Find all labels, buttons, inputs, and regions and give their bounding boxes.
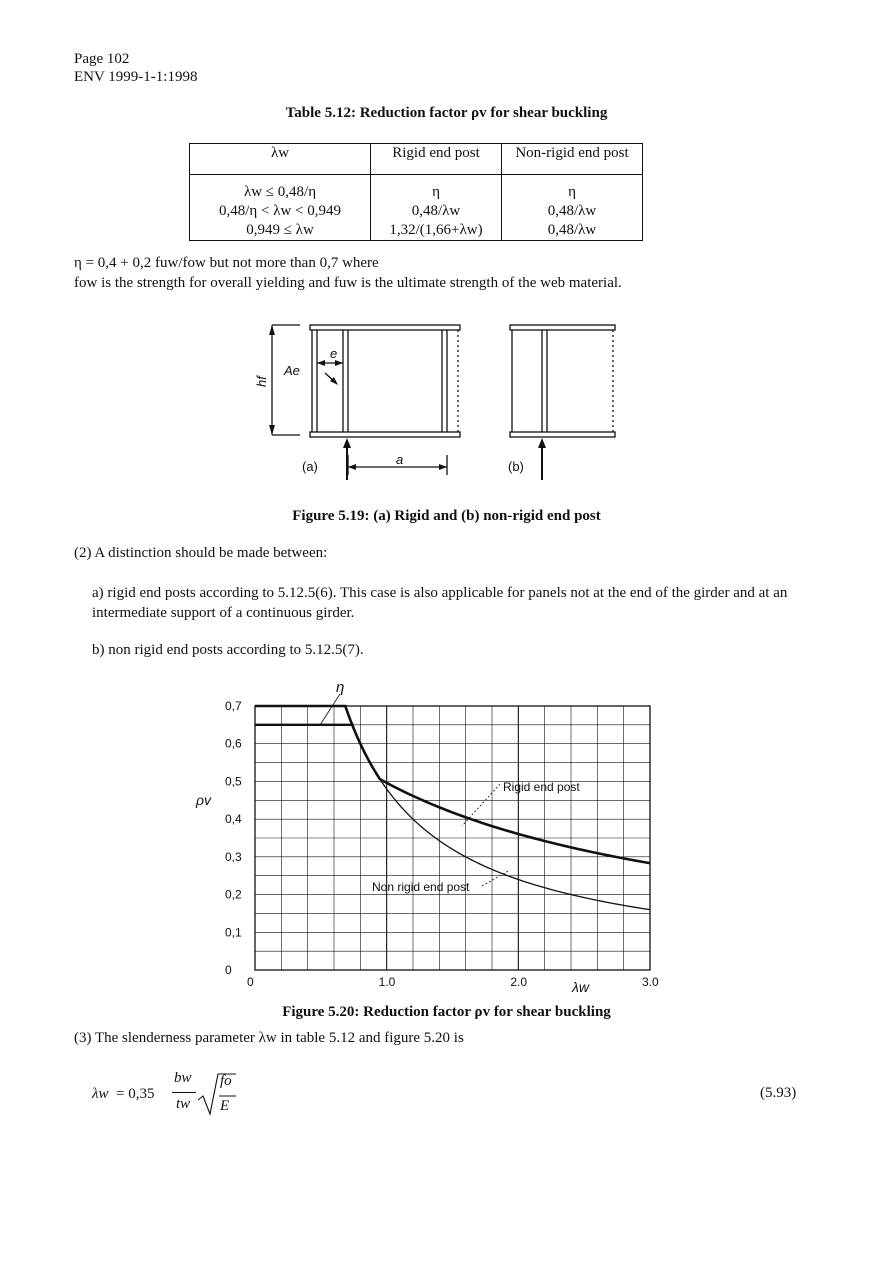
eta-definition: η = 0,4 + 0,2 fuw/fow but not more than 0,7 where <box>74 255 379 271</box>
eq-num-f: fo <box>220 1073 232 1089</box>
figure-520-caption: Figure 5.20: Reduction factor ρv for shear buckling <box>282 1004 611 1020</box>
table-header-cell: λw <box>190 144 371 175</box>
paragraph-3: (3) The slenderness parameter λw in table 5.12 and figure 5.20 is <box>74 1030 464 1046</box>
rigid-end-post-curve <box>255 706 650 863</box>
reduction-factor-chart <box>180 670 680 1000</box>
end-post-figure <box>250 315 650 485</box>
figure-519-caption: Figure 5.19: (a) Rigid and (b) non-rigid end post <box>292 508 601 524</box>
y-axis-label: ρv <box>196 792 212 808</box>
table-cell-text: η <box>432 184 440 200</box>
label-a: a <box>396 452 404 467</box>
item-b: b) non rigid end posts according to 5.12.5(7). <box>92 642 364 658</box>
eq-coef: = 0,35 <box>116 1086 155 1102</box>
top-flange-b <box>510 325 615 330</box>
table-cell-text: 0,48/η < λw < 0,949 <box>218 203 342 219</box>
table-row <box>190 175 643 241</box>
page-number: Page 102 <box>74 51 130 67</box>
table-cell <box>502 175 643 241</box>
table-caption: Table 5.12: Reduction factor ρv for shear buckling <box>285 105 608 121</box>
standard-id: ENV 1999-1-1:1998 <box>74 69 198 85</box>
eq-num-b: bw <box>174 1070 192 1086</box>
x-tick-label: 3.0 <box>642 975 659 989</box>
x-tick-label: 1.0 <box>378 975 396 989</box>
eq-den-E: E <box>220 1098 230 1114</box>
nonrigid-annotation: Non rigid end post <box>372 880 470 894</box>
label-panel-b: (b) <box>508 459 524 474</box>
table-cell-text: η <box>568 184 576 200</box>
table-cell-text: 0,48/λw <box>547 203 597 219</box>
table-header-cell: Non-rigid end post <box>502 144 643 175</box>
eq-den-t: tw <box>176 1096 191 1112</box>
rigid-annotation: Rigid end post <box>503 780 580 794</box>
strength-definition: fow is the strength for overall yielding and fuw is the ultimate strength of the web material. <box>74 275 622 291</box>
reduction-factor-table <box>189 143 643 241</box>
y-tick-label: 0,7 <box>225 699 242 713</box>
table-cell-text: 0,48/λw <box>547 222 597 238</box>
table-header-row <box>190 144 643 175</box>
support-arrow-a <box>343 438 351 448</box>
y-tick-label: 0 <box>225 963 232 977</box>
y-tick-label: 0,3 <box>225 849 242 864</box>
y-tick-label: 0,5 <box>225 774 242 789</box>
label-Ae: Ae <box>284 363 300 378</box>
y-tick-label: 0,1 <box>225 925 242 940</box>
table-cell-text: 0,48/λw <box>411 203 461 219</box>
top-flange-a <box>310 325 460 330</box>
equation-number: (5.93) <box>760 1085 797 1101</box>
y-tick-label: 0,6 <box>225 736 242 751</box>
item-a: a) rigid end posts according to 5.12.5(6). This case is also applicable for panels not at the end of the girder and at an intermediate support of a continuous girder. <box>92 585 788 621</box>
paragraph-2: (2) A distinction should be made between: <box>74 545 328 561</box>
table-cell-text: λw ≤ 0,48/η <box>243 184 317 200</box>
eta-annotation: η <box>336 679 345 696</box>
eq-lhs: λw <box>92 1086 109 1102</box>
label-panel-a: (a) <box>302 459 318 474</box>
label-e: e <box>330 346 338 361</box>
table-cell-text: 1,32/(1,66+λw) <box>389 222 483 238</box>
support-arrow-b <box>538 438 546 448</box>
x-axis-label: λw <box>572 979 590 995</box>
table-cell <box>371 175 502 241</box>
x-tick-label: 0 <box>247 975 254 989</box>
bottom-flange-b <box>510 432 615 437</box>
label-hf: hf <box>254 376 269 387</box>
y-tick-label: 0,4 <box>225 812 242 827</box>
table-cell-text: 0,949 ≤ λw <box>246 222 314 238</box>
bottom-flange-a <box>310 432 460 437</box>
table-header-cell: Rigid end post <box>371 144 502 175</box>
x-tick-label: 2.0 <box>510 975 528 989</box>
table-cell <box>190 175 371 241</box>
y-tick-label: 0,2 <box>225 887 242 902</box>
